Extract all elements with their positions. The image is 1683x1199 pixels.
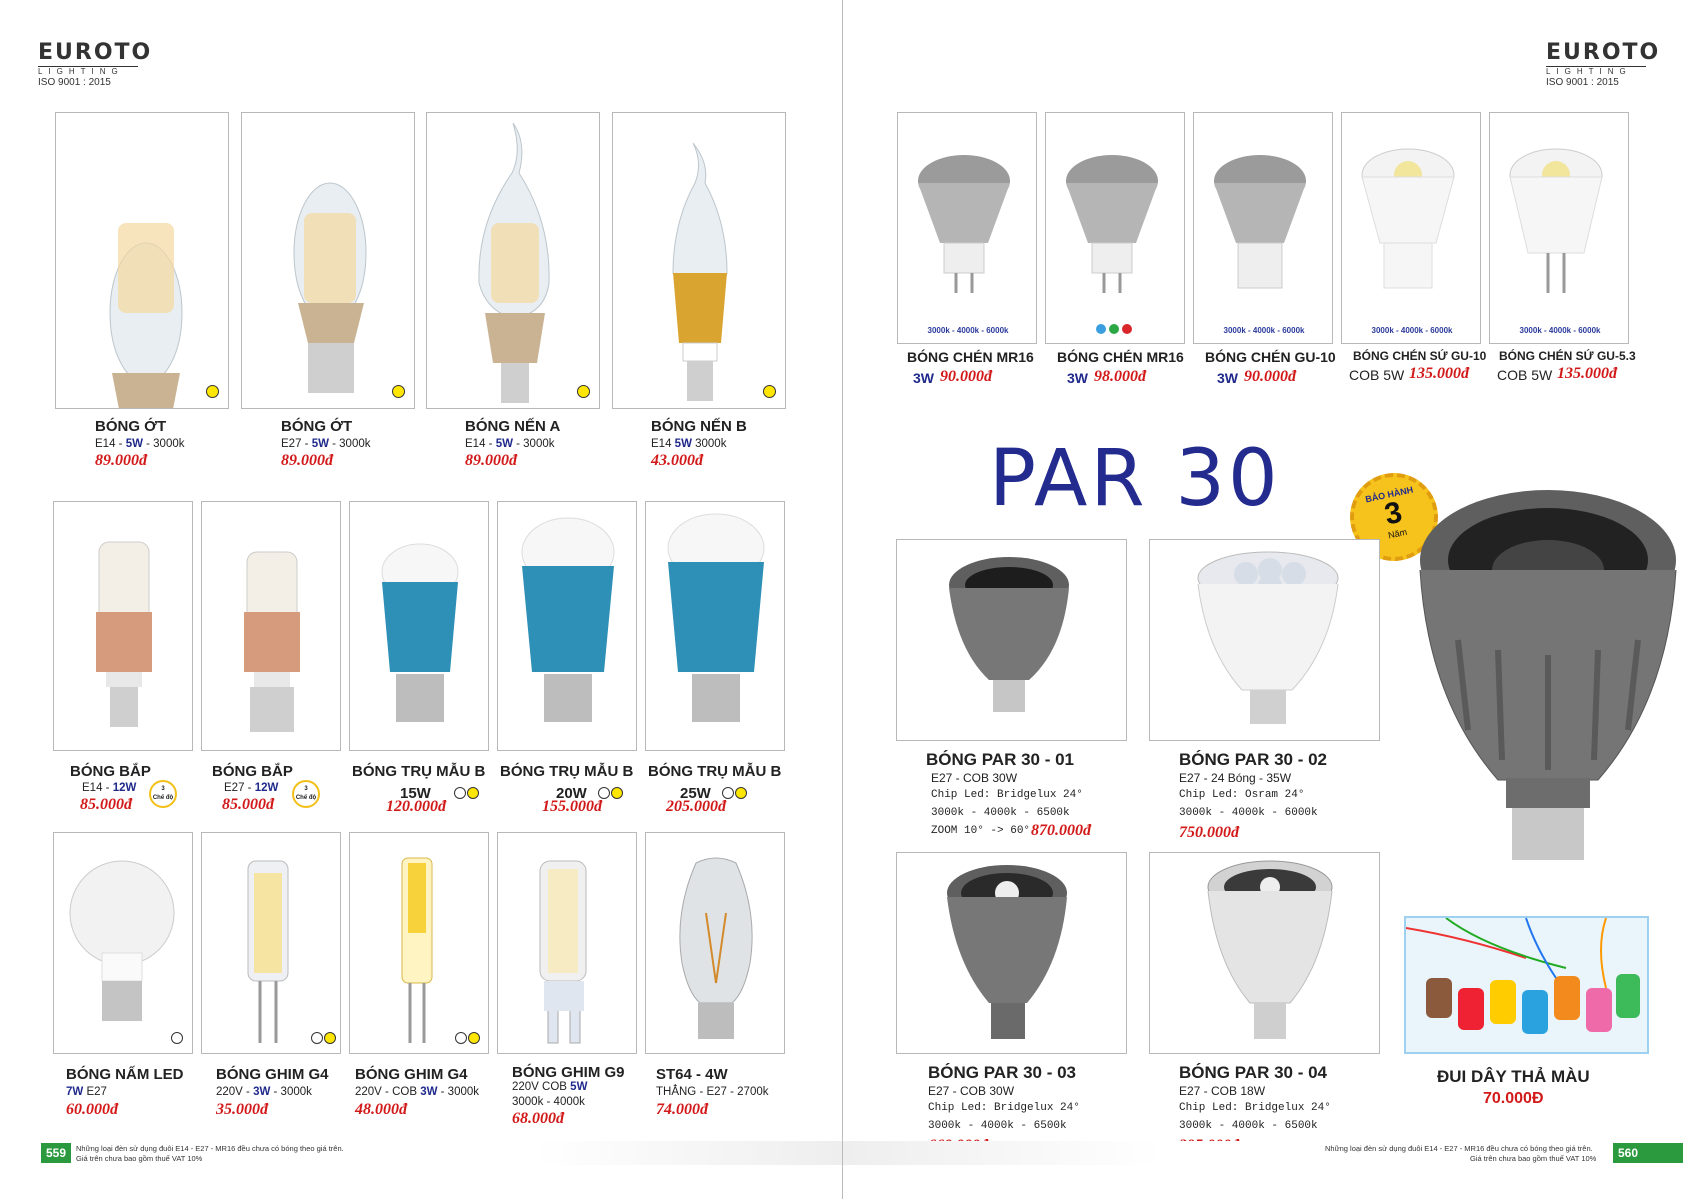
color-white-icon	[171, 1032, 183, 1044]
color-white-icon	[311, 1032, 323, 1044]
product-card[interactable]	[1045, 112, 1185, 344]
page-number: 560	[1613, 1143, 1643, 1163]
product-card[interactable]	[896, 852, 1127, 1054]
product-name: BÓNG GHIM G4	[216, 1066, 329, 1083]
color-yellow-icon	[467, 787, 479, 799]
product-spec: E27 - COB 30W	[928, 1084, 1015, 1098]
warranty-icon: 3 Chế độ	[292, 780, 320, 808]
product-spec: THẲNG - E27 - 2700k	[656, 1086, 769, 1098]
flame-bulb-image	[613, 113, 786, 409]
product-watt: 3W	[913, 370, 934, 386]
product-card[interactable]	[1149, 852, 1380, 1054]
logo-brand: EUROTO	[1546, 40, 1661, 65]
cct-label: 3000k - 4000k - 6000k	[927, 326, 1009, 335]
product-card[interactable]	[201, 501, 341, 751]
product-price: 90.000đ	[1244, 368, 1296, 385]
color-yellow-icon	[324, 1032, 336, 1044]
par30-03-image	[897, 853, 1127, 1054]
product-name: BÓNG CHÉN GU-10	[1205, 349, 1336, 365]
product-card[interactable]	[497, 501, 637, 751]
warranty-badge: BẢO HÀNH 3 Năm	[1342, 465, 1446, 569]
product-card[interactable]	[349, 501, 489, 751]
product-name: BÓNG BẮP	[70, 763, 151, 780]
product-watt: 3W	[1217, 370, 1238, 386]
footnote: Những loại đèn sử dụng đuôi E14 - E27 - MR16 đều chưa có bóng theo giá trên.	[1325, 1144, 1593, 1153]
cct-label: 3000k - 4000k - 6000k	[1223, 326, 1305, 335]
logo-iso: ISO 9001 : 2015	[38, 77, 111, 88]
product-name: BÓNG GHIM G9	[512, 1064, 625, 1081]
color-yellow-icon	[392, 385, 405, 398]
product-watt: COB 5W	[1497, 367, 1553, 383]
product-card[interactable]	[53, 501, 193, 751]
product-spec: E27 - 24 Bóng - 35W	[1179, 771, 1292, 785]
g4-cob-bulb-image	[350, 833, 489, 1054]
product-name: BÓNG PAR 30 - 04	[1179, 1063, 1328, 1082]
product-name: ST64 - 4W	[656, 1066, 728, 1083]
product-name: BÓNG TRỤ MẪU B	[648, 763, 782, 780]
candle-bulb-image	[56, 113, 229, 409]
column-bulb-image	[646, 502, 785, 751]
g9-bulb-image	[498, 833, 637, 1054]
product-name: BÓNG PAR 30 - 02	[1179, 750, 1328, 769]
product-price: 120.000đ	[386, 798, 446, 815]
product-price: 98.000đ	[1094, 368, 1146, 385]
flame-bulb-image	[427, 113, 600, 409]
product-spec: E27 - 12W	[224, 782, 279, 794]
product-price: 870.000đ	[1031, 822, 1091, 839]
product-price: 68.000đ	[512, 1110, 564, 1127]
par30-01-image	[897, 540, 1127, 741]
product-name: BÓNG TRỤ MẪU B	[352, 763, 486, 780]
product-name: BÓNG ỚT	[95, 418, 167, 435]
candle-bulb-image	[242, 113, 415, 409]
product-watt: COB 5W	[1349, 367, 1405, 383]
section-heading: PAR 30	[989, 434, 1281, 524]
product-card[interactable]	[201, 832, 341, 1054]
socket-card[interactable]	[1404, 916, 1649, 1054]
column-bulb-image	[498, 502, 637, 751]
color-green-icon	[1109, 324, 1119, 334]
product-spec: E14 - 5W - 3000k	[465, 438, 555, 450]
footnote: Giá trên chưa bao gồm thuế VAT 10%	[76, 1154, 203, 1163]
product-spec: 7W E27	[66, 1086, 107, 1098]
product-spec: E14 - 12W	[82, 782, 137, 794]
product-name: BÓNG CHÉN SỨ GU-10	[1353, 349, 1487, 363]
product-spec: E27 - 5W - 3000k	[281, 438, 371, 450]
product-name: BÓNG CHÉN SỨ GU-5.3	[1499, 349, 1636, 363]
product-name: BÓNG ỚT	[281, 418, 353, 435]
color-white-icon	[455, 1032, 467, 1044]
product-price: 60.000đ	[66, 1101, 118, 1118]
cct-label: 3000k - 4000k - 6000k	[1371, 326, 1453, 335]
product-spec: E27 - COB 18W	[1179, 1084, 1266, 1098]
logo-sub: LIGHTING	[1546, 66, 1646, 77]
color-yellow-icon	[763, 385, 776, 398]
product-spec: Chip Led: Osram 24°	[1179, 789, 1305, 801]
product-price: 90.000đ	[940, 368, 992, 385]
logo-brand: EUROTO	[38, 40, 153, 65]
product-card[interactable]	[1489, 112, 1629, 344]
product-name: ĐUI DÂY THẢ MÀU	[1437, 1067, 1590, 1086]
product-price: 135.000đ	[1409, 365, 1469, 382]
product-name: BÓNG NẾN A	[465, 418, 561, 435]
footnote: Giá trên chưa bao gồm thuế VAT 10%	[1470, 1154, 1597, 1163]
par30-02-image	[1150, 540, 1380, 741]
product-spec: Chip Led: Bridgelux 24°	[931, 789, 1083, 801]
product-watt: 3W	[1067, 370, 1088, 386]
brand-logo	[1546, 40, 1661, 88]
product-watt: 20W	[556, 785, 587, 802]
product-name: BÓNG BẮP	[212, 763, 293, 780]
color-red-icon	[1122, 324, 1132, 334]
product-card[interactable]	[53, 832, 193, 1054]
product-spec: 220V - 3W - 3000k	[216, 1086, 312, 1098]
product-spec: Chip Led: Bridgelux 24°	[928, 1102, 1080, 1114]
product-card[interactable]	[896, 539, 1127, 741]
color-yellow-icon	[611, 787, 623, 799]
product-spec: Chip Led: Bridgelux 24°	[1179, 1102, 1331, 1114]
footer-accent	[1643, 1143, 1683, 1163]
product-card[interactable]	[55, 112, 229, 409]
mr16-rgb-bulb-image	[1046, 113, 1185, 344]
product-watt: 15W	[400, 785, 431, 802]
g4-bulb-image	[202, 833, 341, 1054]
product-spec-line2: 3000k - 4000k	[512, 1096, 585, 1108]
product-card[interactable]	[897, 112, 1037, 344]
color-blue-icon	[1096, 324, 1106, 334]
product-name: BÓNG PAR 30 - 01	[926, 750, 1075, 769]
product-spec: 3000k - 4000k - 6000k	[1179, 807, 1318, 819]
product-spec: E27 - COB 30W	[931, 771, 1018, 785]
footnote: Những loại đèn sử dụng đuôi E14 - E27 - MR16 đều chưa có bóng theo giá trên.	[76, 1144, 344, 1153]
logo-iso: ISO 9001 : 2015	[1546, 77, 1619, 88]
product-spec: 220V - COB 3W - 3000k	[355, 1086, 480, 1098]
column-bulb-image	[350, 502, 489, 751]
product-spec: 220V COB 5W	[512, 1081, 588, 1093]
product-price: 70.000Đ	[1483, 1090, 1544, 1107]
product-spec: E14 5W 3000k	[651, 438, 727, 450]
color-yellow-icon	[468, 1032, 480, 1044]
product-price: 85.000đ	[222, 796, 274, 813]
mushroom-bulb-image	[54, 833, 193, 1054]
product-spec: ZOOM 10° -> 60°	[931, 825, 1031, 837]
brand-logo	[38, 40, 153, 88]
par30-hero-image	[1398, 490, 1683, 880]
catalog-page-right	[842, 0, 1683, 1199]
product-price: 89.000đ	[281, 452, 333, 469]
product-card[interactable]	[1193, 112, 1333, 344]
ceramic-gu53-bulb-image	[1490, 113, 1629, 344]
product-price: 135.000đ	[1557, 365, 1617, 382]
product-card[interactable]	[645, 832, 785, 1054]
color-yellow-icon	[577, 385, 590, 398]
st64-filament-bulb-image	[646, 833, 785, 1054]
ceramic-gu10-bulb-image	[1342, 113, 1481, 344]
product-name: BÓNG PAR 30 - 03	[928, 1063, 1077, 1082]
mr16-bulb-image	[898, 113, 1037, 344]
product-price: 43.000đ	[651, 452, 703, 469]
product-price: 155.000đ	[542, 798, 602, 815]
product-name: BÓNG CHÉN MR16	[1057, 349, 1184, 365]
product-price: 85.000đ	[80, 796, 132, 813]
product-name: BÓNG GHIM G4	[355, 1066, 468, 1083]
product-price: 750.000đ	[1179, 824, 1239, 841]
corn-bulb-image	[54, 502, 193, 751]
product-price: 89.000đ	[95, 452, 147, 469]
product-card[interactable]	[426, 112, 600, 409]
product-card[interactable]	[241, 112, 415, 409]
product-card[interactable]	[1341, 112, 1481, 344]
gu10-bulb-image	[1194, 113, 1333, 344]
product-spec: 3000k - 4000k - 6500k	[931, 807, 1070, 819]
color-white-icon	[454, 787, 466, 799]
product-price: 74.000đ	[656, 1101, 708, 1118]
product-name: BÓNG TRỤ MẪU B	[500, 763, 634, 780]
product-card[interactable]	[497, 832, 637, 1054]
product-spec: 3000k - 4000k - 6500k	[928, 1120, 1067, 1132]
colored-sockets-image	[1406, 918, 1649, 1054]
product-spec: E14 - 5W - 3000k	[95, 438, 185, 450]
product-watt: 25W	[680, 785, 711, 802]
product-card[interactable]	[1149, 539, 1380, 741]
product-name: BÓNG CHÉN MR16	[907, 349, 1034, 365]
product-card[interactable]	[349, 832, 489, 1054]
product-price: 48.000đ	[355, 1101, 407, 1118]
product-card[interactable]	[645, 501, 785, 751]
product-card[interactable]	[612, 112, 786, 409]
cct-label: 3000k - 4000k - 6000k	[1519, 326, 1601, 335]
page-number: 559	[41, 1143, 71, 1163]
logo-sub: LIGHTING	[38, 66, 138, 77]
product-name: BÓNG NẤM LED	[66, 1066, 184, 1083]
product-spec: 3000k - 4000k - 6500k	[1179, 1120, 1318, 1132]
par30-04-image	[1150, 853, 1380, 1054]
product-price: 35.000đ	[216, 1101, 268, 1118]
product-price: 89.000đ	[465, 452, 517, 469]
corn-bulb-image	[202, 502, 341, 751]
warranty-icon: 3 Chế độ	[149, 780, 177, 808]
color-yellow-icon	[735, 787, 747, 799]
color-yellow-icon	[206, 385, 219, 398]
product-name: BÓNG NẾN B	[651, 418, 747, 435]
product-price: 205.000đ	[666, 798, 726, 815]
